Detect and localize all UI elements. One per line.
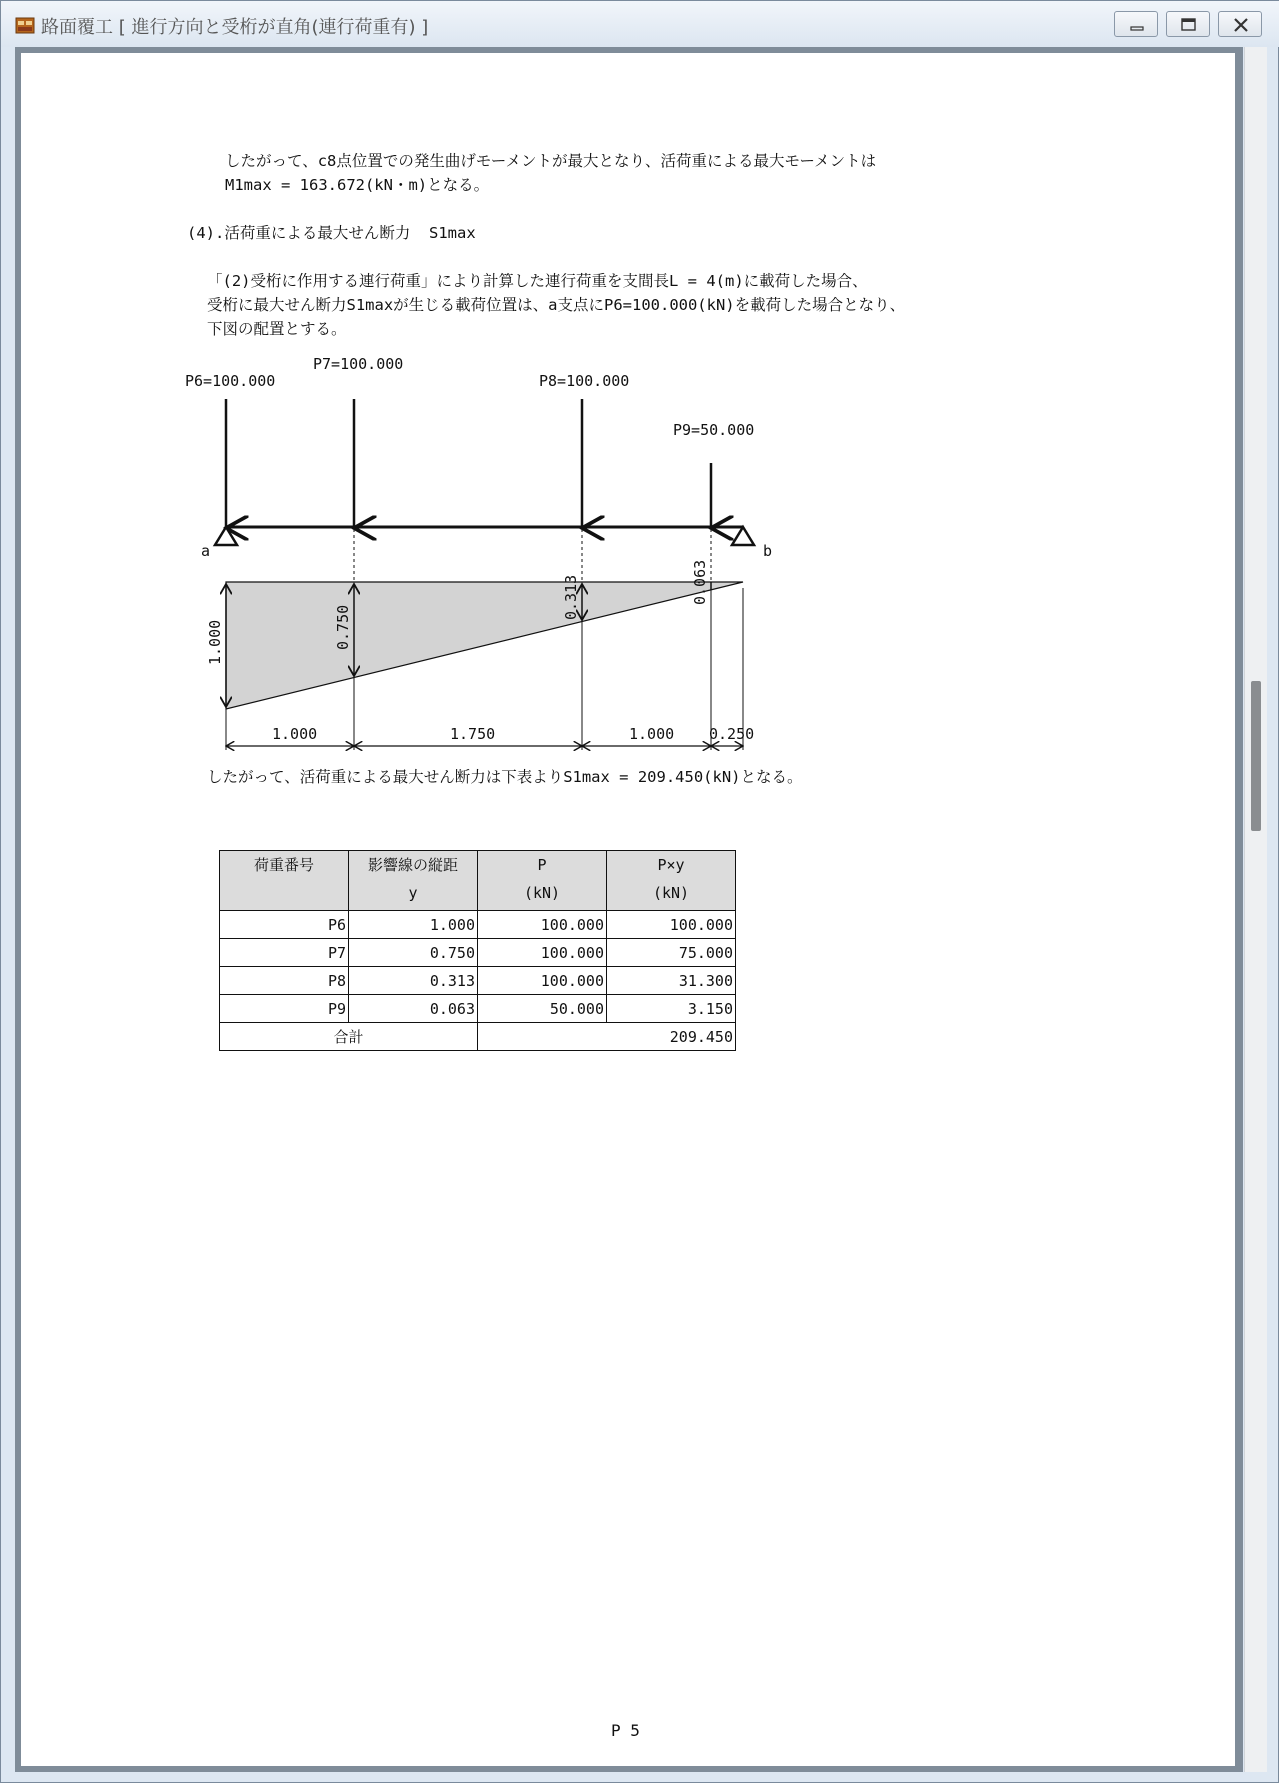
load-label-p8: P8=100.000 (539, 372, 630, 390)
title-bar[interactable] (1, 1, 1279, 47)
minimize-button[interactable] (1114, 11, 1158, 37)
total-value: 209.450 (478, 1023, 736, 1051)
close-icon (1219, 12, 1263, 38)
table-total-row (220, 1023, 736, 1051)
maximize-button[interactable] (1166, 11, 1210, 37)
support-label-b: b (763, 542, 773, 560)
table-header: P×y (kN) (607, 851, 736, 911)
load-label-p7: P7=100.000 (313, 355, 404, 373)
span-label: 1.000 (272, 725, 318, 743)
paragraph-line: 下図の配置とする。 (207, 320, 347, 338)
app-icon (15, 15, 35, 35)
support-a-icon (215, 527, 237, 545)
load-label-p9: P9=50.000 (673, 421, 755, 439)
span-label: 1.750 (450, 725, 496, 743)
ordinate-label: 1.000 (206, 619, 224, 665)
table-row: P9 0.063 50.000 3.150 (220, 995, 736, 1023)
table-row: P8 0.313 100.000 31.300 (220, 967, 736, 995)
ordinate-label: 0.750 (334, 604, 352, 650)
scrollbar-thumb[interactable] (1251, 681, 1261, 831)
paragraph-line: 「(2)受桁に作用する連行荷重」により計算した連行荷重を支間長L = 4(m)に載荷した場合、 (207, 272, 868, 290)
table-header: 影響線の縦距 y (349, 851, 478, 911)
section-heading: (4).活荷重による最大せん断力 S1max (187, 224, 476, 242)
total-label: 合計 (220, 1023, 478, 1051)
table-row: P6 1.000 100.000 100.000 (220, 911, 736, 939)
page-number: P 5 (611, 1721, 640, 1740)
maximize-icon (1167, 12, 1211, 38)
span-label: 1.000 (629, 725, 675, 743)
document-page (21, 53, 1235, 1766)
table-row: P7 0.750 100.000 75.000 (220, 939, 736, 967)
ordinate-label: 0.313 (562, 574, 580, 620)
paragraph-line: したがって、c8点位置での発生曲げモーメントが最大となり、活荷重による最大モーメントは (225, 152, 877, 170)
span-label: 0.250 (709, 725, 755, 743)
paragraph-line: M1max = 163.672(kN・m)となる。 (225, 176, 490, 194)
load-label-p6: P6=100.000 (185, 372, 276, 390)
vertical-scrollbar[interactable] (1244, 47, 1267, 1772)
window-title: 路面覆工 [ 進行方向と受桁が直角(連行荷重有) ] (41, 17, 429, 38)
document-viewport[interactable] (15, 47, 1243, 1772)
influence-line-area (226, 582, 743, 709)
minimize-icon (1115, 12, 1159, 38)
paragraph-line: 受桁に最大せん断力S1maxが生じる載荷位置は、a支点にP6=100.000(kN)を載荷した場合となり、 (207, 296, 906, 314)
influence-line-diagram (21, 53, 1235, 833)
close-button[interactable] (1218, 11, 1262, 37)
shear-force-table (219, 850, 736, 1051)
ordinate-label: 0.063 (691, 559, 709, 605)
support-label-a: a (201, 542, 211, 560)
table-header: 荷重番号 (220, 851, 349, 911)
table-header: P (kN) (478, 851, 607, 911)
support-b-icon (732, 527, 754, 545)
paragraph-line: したがって、活荷重による最大せん断力は下表よりS1max = 209.450(kN)となる。 (207, 768, 803, 786)
